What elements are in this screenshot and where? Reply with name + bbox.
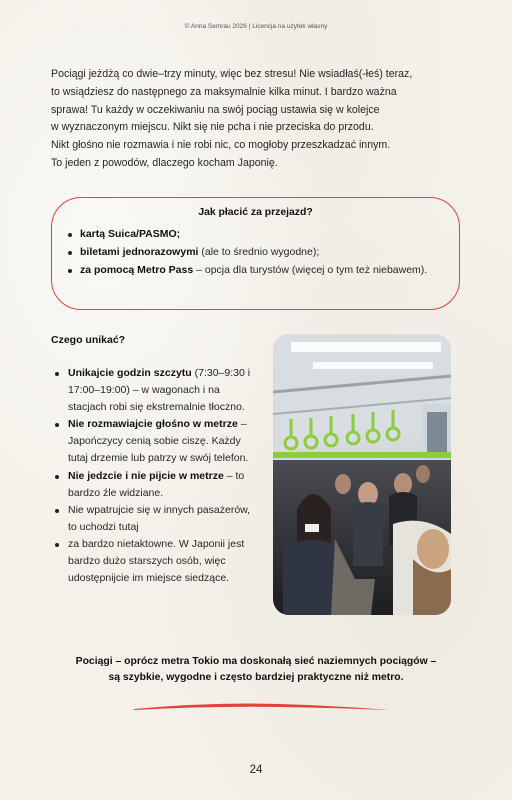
payment-item-bold: biletami jednorazowymi [80,245,199,258]
intro-line: w wyznaczonym miejscu. Nikt się nie pcha i nie przeciska do przodu. [51,121,374,134]
avoid-item-bold: Nie rozmawiajcie głośno w metrze [68,418,238,431]
intro-paragraph [51,66,471,173]
avoid-item-bold: Nie jedzcie i nie pijcie w metrze [68,469,224,482]
payment-item-text: – opcja dla turystów (więcej o tym też niebawem). [193,263,428,276]
avoid-heading: Czego unikać? [51,334,126,346]
avoid-item-text: Nie wpatrujcie się w innych pasażerów, to uchodzi tutaj [68,503,251,533]
payment-item-bold: za pomocą Metro Pass [80,263,194,276]
crowded-train-photo [273,334,451,615]
intro-line: Pociągi jeżdżą co dwie–trzy minuty, więc bez stresu! Nie wsiadłaś(-łeś) teraz, [51,68,413,80]
payment-list [68,226,453,279]
page-header-copyright: © Anna Semrau 2026 | Licencja na użytek własny [184,23,328,30]
payment-item-text: (ale to średnio wygodne); [198,245,320,258]
avoid-item [55,502,255,536]
note-line: Pociągi – oprócz metra Tokio ma doskonałą sieć naziemnych pociągów – [75,656,437,667]
avoid-item-bold: Unikajcie godzin szczytu [68,367,192,379]
avoid-list [55,365,255,587]
payment-info-box [51,197,460,310]
avoid-item-text: – to bardzo źle widziane. [68,469,245,499]
train-interior-illustration [273,334,451,615]
intro-line: To jeden z powodów, dlaczego kocham Japonię. [51,156,278,169]
avoid-item [55,536,255,587]
payment-item [68,244,453,262]
intro-line: to wsiądziesz do następnego za maksymalnie kilka minut. I bardzo ważna [51,85,397,98]
payment-title: Jak płacić za przejazd? [198,207,313,218]
avoid-item [55,468,255,502]
note-line: są szybkie, wygodne i często bardziej praktyczne niż metro. [108,672,404,683]
payment-item [68,226,453,244]
avoid-item-text: – Japończycy cenią sobie ciszę. Każdy tutaj drzemie lub patrzy w swój telefon. [68,418,249,465]
trains-note [40,654,472,686]
avoid-item [55,416,255,467]
payment-item [68,262,453,280]
intro-line: sprawa! Tu każdy w oczekiwaniu na swój pociąg ustawia się w kolejce [51,103,380,116]
avoid-item-text: (7:30–9:30 i 17:00–19:00) – w wagonach i na stacjach robi się ekstremalnie tłoczno. [68,367,251,414]
page-number: 24 [249,764,263,776]
intro-line: Nikt głośno nie rozmawia i nie robi nic, co mogłoby przeszkadzać innym. [51,139,391,152]
decorative-swoosh [130,700,390,714]
avoid-item [55,365,255,416]
payment-item-bold: kartą Suica/PASMO; [80,228,181,240]
avoid-item-text: za bardzo nietaktowne. W Japonii jest bardzo dużo starszych osób, więc udostępnijcie im miejsce siedzące. [68,537,245,585]
